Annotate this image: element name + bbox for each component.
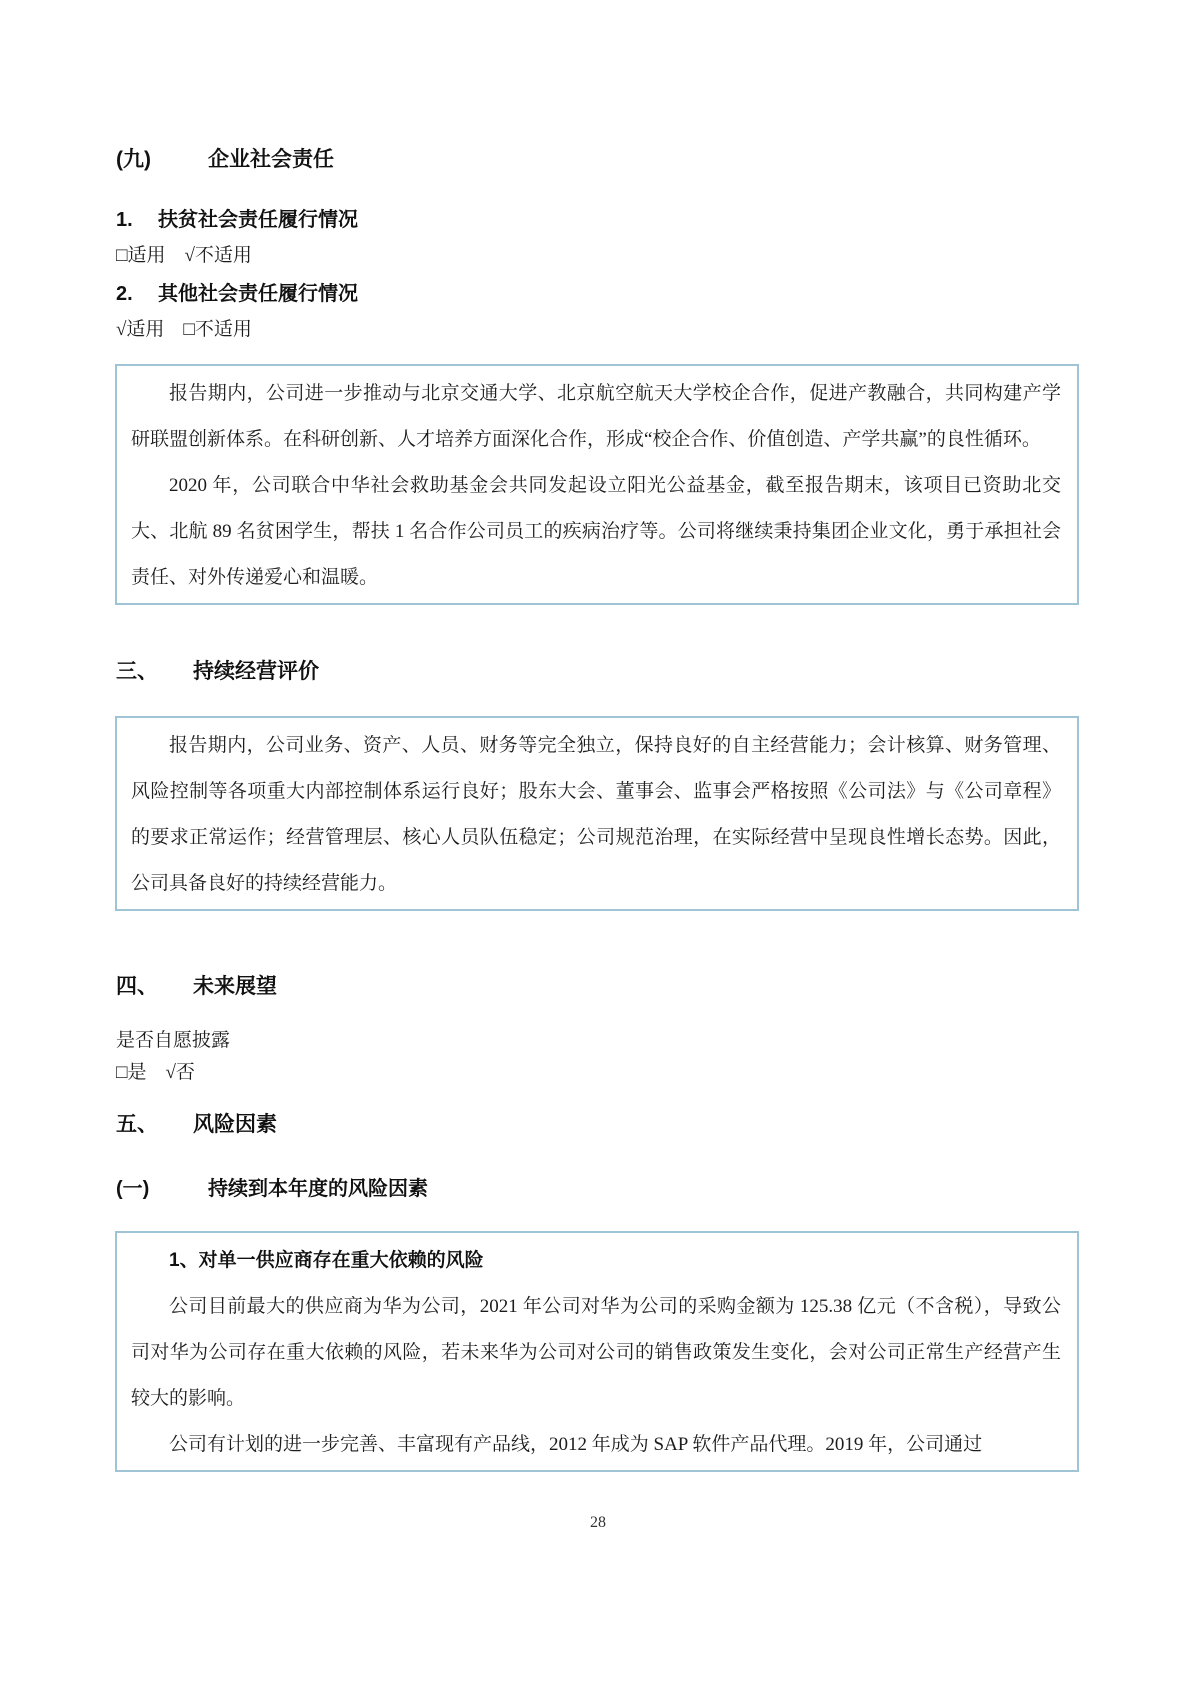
- heading-poverty-csr: [116, 208, 1080, 232]
- other-csr-applicability: √适用 □不适用: [116, 319, 252, 340]
- risk-paragraph-2: 公司有计划的进一步完善、丰富现有产品线，2012 年成为 SAP 软件产品代理。2019 年，公司通过: [169, 1434, 983, 1455]
- heading-poverty-csr-number: 1.: [116, 209, 133, 231]
- heading-csr-number: (九): [116, 148, 151, 171]
- going-concern-box: [115, 716, 1079, 911]
- risk-paragraph-1: 公司目前最大的供应商为华为公司，2021 年公司对华为公司的采购金额为 125.38 亿元（不含税），导致公司对华为公司存在重大依赖的风险，若未来华为公司对公司的销售政策发生变化，会对公司正常生产经营产生较大的影响。: [131, 1296, 1061, 1409]
- page-number: 28: [590, 1514, 606, 1531]
- heading-future-outlook-number: 四、: [116, 975, 158, 998]
- heading-future-outlook-title: 未来展望: [193, 975, 277, 998]
- voluntary-disclosure-options: □是 √否: [116, 1062, 195, 1083]
- going-concern-paragraph: 报告期内，公司业务、资产、人员、财务等完全独立，保持良好的自主经营能力；会计核算、财务管理、风险控制等各项重大内部控制体系运行良好；股东大会、董事会、监事会严格按照《公司法》与《公司章程》的要求正常运作；经营管理层、核心人员队伍稳定；公司规范治理，在实际经营中呈现良性增长态势。因此，公司具备良好的持续经营能力。: [131, 735, 1061, 894]
- heading-csr-title: 企业社会责任: [208, 148, 334, 171]
- risk-box-subtitle: 1、对单一供应商存在重大依赖的风险: [169, 1250, 484, 1271]
- heading-going-concern: [116, 660, 1080, 684]
- heading-other-csr-title: 其他社会责任履行情况: [158, 283, 358, 305]
- heading-csr: [116, 148, 1080, 172]
- heading-other-csr-number: 2.: [116, 283, 133, 305]
- csr-paragraph-2: 2020 年，公司联合中华社会救助基金会共同发起设立阳光公益基金，截至报告期末，该项目已资助北交大、北航 89 名贫困学生，帮扶 1 名合作公司员工的疾病治疗等。公司将继续秉持集团企业文化，勇于承担社会责任、对外传递爱心和温暖。: [131, 475, 1061, 588]
- heading-going-concern-number: 三、: [116, 660, 158, 683]
- risk-content-box: [115, 1231, 1079, 1472]
- voluntary-disclosure-label: 是否自愿披露: [116, 1030, 231, 1051]
- heading-risk-factors: [116, 1113, 1080, 1137]
- heading-ongoing-risks: [116, 1177, 1080, 1201]
- heading-poverty-csr-title: 扶贫社会责任履行情况: [158, 209, 358, 231]
- heading-other-csr: [116, 282, 1080, 306]
- heading-risk-factors-number: 五、: [116, 1113, 158, 1136]
- csr-content-box: [115, 364, 1079, 605]
- heading-going-concern-title: 持续经营评价: [193, 660, 319, 683]
- poverty-csr-applicability: □适用 √不适用: [116, 245, 252, 266]
- csr-paragraph-1: 报告期内，公司进一步推动与北京交通大学、北京航空航天大学校企合作，促进产教融合，共同构建产学研联盟创新体系。在科研创新、人才培养方面深化合作，形成“校企合作、价值创造、产学共赢”的良性循环。: [131, 383, 1061, 450]
- heading-future-outlook: [116, 975, 1080, 999]
- heading-ongoing-risks-title: 持续到本年度的风险因素: [208, 1178, 428, 1200]
- heading-risk-factors-title: 风险因素: [193, 1113, 277, 1136]
- heading-ongoing-risks-number: (一): [116, 1178, 150, 1200]
